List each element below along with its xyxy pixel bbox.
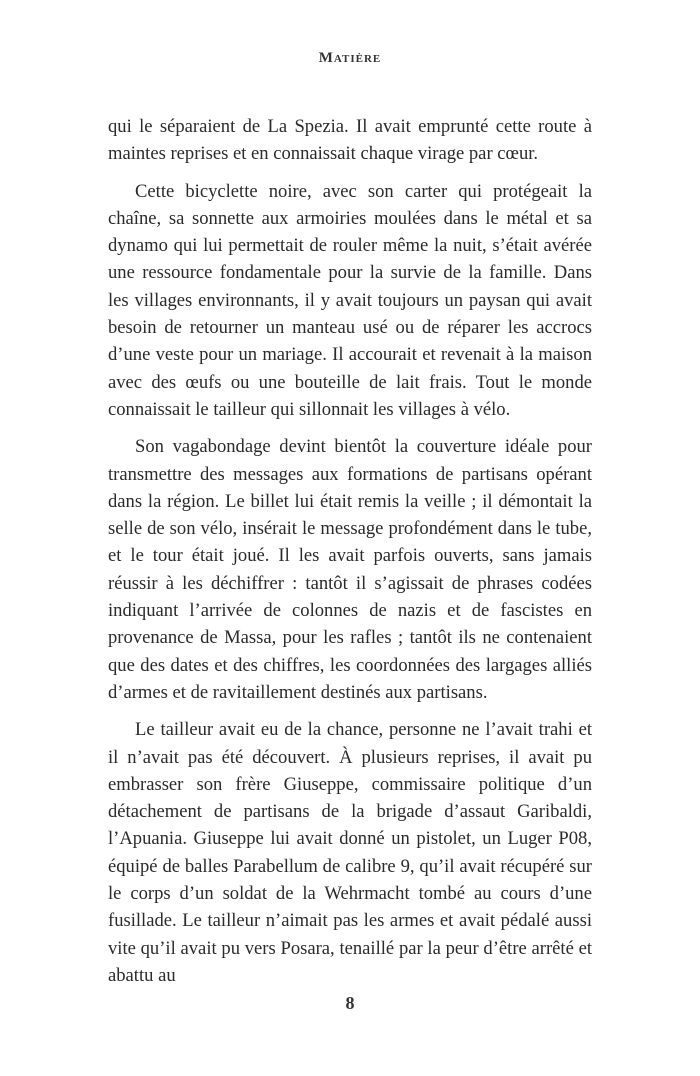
paragraph: Cette bicyclette noire, avec son carter qui protégeait la chaîne, sa sonnette aux armoiries moulées dans le métal et sa dynamo qui lui permettait de rouler même la nuit, s’était avérée une ressource fondamentale pour la survie de la famille. Dans les villages environnants, il y avait toujours un paysan qui avait besoin de retourner un manteau usé ou de réparer les accrocs d’une veste pour un mariage. Il accourait et revenait à la maison avec des œufs ou une bouteille de lait frais. Tout le monde connaissait le tailleur qui sillonnait les villages à vélo. [108, 180, 592, 420]
running-head: Matière [318, 50, 382, 66]
paragraph: Le tailleur avait eu de la chance, personne ne l’avait trahi et il n’avait pas été découvert. À plusieurs reprises, il avait pu embrasser son frère Giuseppe, commissaire politique d’un détachement de partisans de la brigade d’assaut Garibaldi, l’Apuania. Giuseppe lui avait donné un pistolet, un Luger P08, équipé de balles Parabellum de calibre 9, qu’il avait récupéré sur le corps d’un soldat de la Wehrmacht tombé au cours d’une fusillade. Le tailleur n’aimait pas les armes et avait pédalé aussi vite qu’il avait pu vers Posara, tenaillé par la peur d’être arrêté et abattu au [108, 719, 592, 986]
paragraph: qui le séparaient de La Spezia. Il avait emprunté cette route à maintes reprises et en connaissait chaque virage par cœur. [108, 116, 592, 165]
page-number: 8 [345, 993, 355, 1013]
body-text [108, 113, 592, 999]
paragraph: Son vagabondage devint bientôt la couverture idéale pour transmettre des messages aux formations de partisans opérant dans la région. Le billet lui était remis la veille ; il démontait la selle de son vélo, insérait le message profondément dans le tube, et le tour était joué. Il les avait parfois ouverts, sans jamais réussir à les déchiffrer : tantôt il s’agissait de phrases codées indiquant l’arrivée de colonnes de nazis et de fascistes en provenance de Massa, pour les rafles ; tantôt ils ne contenaient que des dates et des chiffres, les coordonnées des largages alliés d’armes et de ravitaillement destinés aux partisans. [108, 436, 592, 703]
